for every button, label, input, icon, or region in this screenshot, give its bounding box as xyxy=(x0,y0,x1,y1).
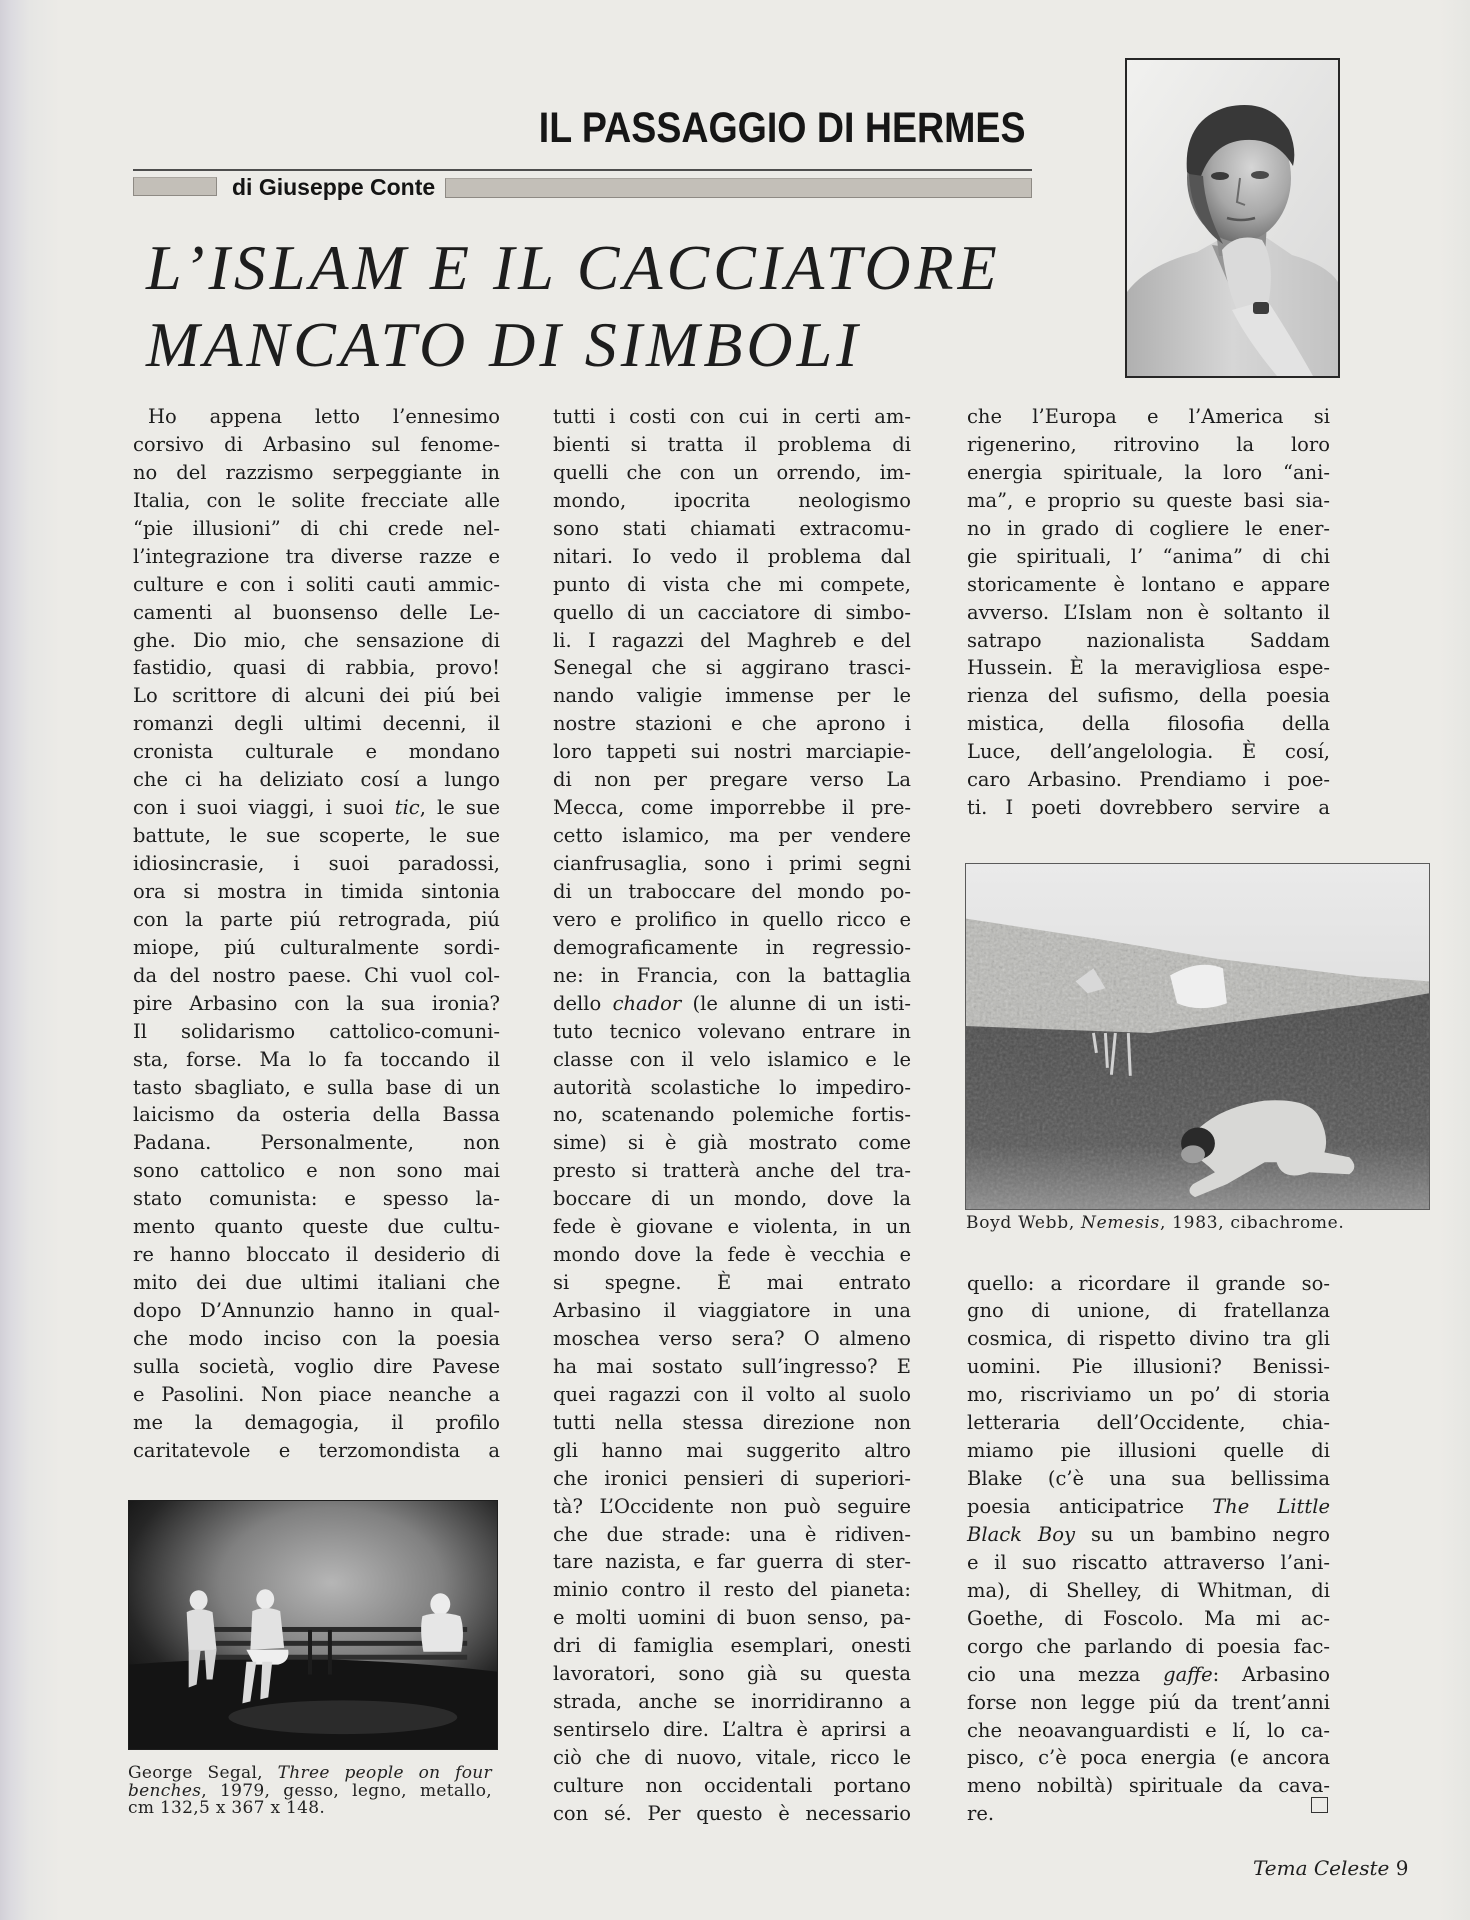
text-line: Padana. Personalmente, non xyxy=(133,1131,500,1155)
text-line: loro tappeti sui nostri marciapie- xyxy=(553,740,911,764)
italic-text-run: Nemesis xyxy=(1081,1213,1160,1233)
article-column-1 xyxy=(133,403,500,1465)
text-run: , 1983, cibachrome. xyxy=(1159,1213,1345,1233)
text-line xyxy=(553,990,911,1018)
text-line: caro Arbasino. Prendiamo i poe- xyxy=(967,768,1330,792)
text-line: no in grado di cogliere le ener- xyxy=(967,516,1330,540)
text-line: ciò che di nuovo, vitale, ricco le xyxy=(553,1746,911,1769)
text-line: fastidio, quasi di rabbia, provo! xyxy=(133,656,500,680)
text-line: gno di unione, di fratellanza xyxy=(967,1299,1330,1323)
text-line: ti. I poeti dovrebbero servire a xyxy=(967,796,1330,820)
text-line: uomini. Pie illusioni? Benissi- xyxy=(967,1355,1330,1379)
figure-webb-caption xyxy=(966,1213,1358,1233)
text-line: che ironici pensieri di superiori- xyxy=(553,1466,911,1490)
text-line: dopo D’Annunzio hanno in qual- xyxy=(133,1299,500,1322)
text-line: li. I ragazzi del Maghreb e del xyxy=(553,628,911,652)
text-line: mistica, della filosofia della xyxy=(967,712,1330,736)
text-line: camenti al buonsenso delle Le- xyxy=(133,600,500,624)
text-line: Senegal che si aggirano trasci- xyxy=(553,656,911,680)
text-line: minio contro il resto del pianeta: xyxy=(553,1578,911,1602)
text-line: strada, anche se inorridiranno a xyxy=(553,1690,911,1714)
text-line: pire Arbasino con la sua ironia? xyxy=(133,991,500,1015)
text-run: dello xyxy=(553,991,613,1015)
page-number: 9 xyxy=(1395,1856,1409,1880)
text-line: mondo, ipocrita neologismo xyxy=(553,488,911,512)
text-line: gli hanno mai suggerito altro xyxy=(553,1438,911,1462)
text-run: : Arbasino xyxy=(1212,1662,1330,1686)
text-line: stato comunista: e spesso la- xyxy=(133,1187,500,1211)
text-run: cio una mezza xyxy=(967,1662,1164,1686)
article-title-line-2: MANCATO DI SIMBOLI xyxy=(146,309,862,380)
text-line: di un traboccare del mondo po- xyxy=(553,879,911,903)
text-line: miamo pie illusioni quelle di xyxy=(967,1439,1330,1463)
text-line: e molti uomini di buon senso, pa- xyxy=(553,1606,911,1630)
text-line: e il suo riscatto attraverso l’ani- xyxy=(967,1550,1330,1574)
text-line: vero e prolifico in quello ricco e xyxy=(553,907,911,931)
italic-text-run: chador xyxy=(612,991,682,1015)
text-run: , 1979, gesso, legno, metallo, xyxy=(201,1780,492,1801)
text-line: forse non legge piú da trent’anni xyxy=(967,1690,1330,1714)
page-footer xyxy=(1253,1856,1408,1880)
text-line: rienza del sufismo, della poesia xyxy=(967,684,1330,708)
article-title-line-1: L’ISLAM E IL CACCIATORE xyxy=(146,232,1001,303)
text-line: da del nostro paese. Chi vuol col- xyxy=(133,963,500,987)
header-rule xyxy=(133,169,1032,171)
text-line: sono stati chiamati extracomu- xyxy=(553,516,911,540)
text-line: quello di un cacciatore di simbo- xyxy=(553,600,911,624)
text-line: “pie illusioni” di chi crede nel- xyxy=(133,516,500,540)
text-line: laicismo da osteria della Bassa xyxy=(133,1103,500,1127)
italic-text-run: tic xyxy=(394,796,420,820)
text-line: caritatevole e terzomondista a xyxy=(133,1438,500,1462)
text-line: sime) si è già mostrato come xyxy=(553,1131,911,1155)
text-line xyxy=(967,1661,1330,1689)
text-line: ma”, e proprio su queste basi sia- xyxy=(967,488,1330,512)
text-line: classe con il velo islamico e le xyxy=(553,1047,911,1071)
caption-line: cm 132,5 x 367 x 148. xyxy=(128,1798,326,1818)
text-line: sulla società, voglio dire Pavese xyxy=(133,1354,500,1378)
text-line: nando valigie immense per le xyxy=(553,684,911,708)
text-line: fede è giovane e violenta, in un xyxy=(553,1215,911,1239)
text-line: no, scatenando polemiche fortis- xyxy=(553,1103,911,1127)
text-line: che neoavanguardisti e lí, lo ca- xyxy=(967,1718,1330,1742)
text-line: sono cattolico e non sono mai xyxy=(133,1159,500,1183)
text-line: boccare di un mondo, dove la xyxy=(553,1187,911,1211)
text-line: demograficamente in regressio- xyxy=(553,935,911,959)
text-line xyxy=(967,1493,1330,1521)
text-line: romanzi degli ultimi decenni, il xyxy=(133,712,500,736)
text-line: di non per pregare verso La xyxy=(553,768,911,792)
text-line: e Pasolini. Non piace neanche a xyxy=(133,1382,500,1406)
text-line: tutti i costi con cui in certi am- xyxy=(553,405,911,428)
text-line: gie spirituali, l’ “anima” di chi xyxy=(967,544,1330,568)
text-line: che due strade: una è ridiven- xyxy=(553,1522,911,1546)
text-line: satrapo nazionalista Saddam xyxy=(967,628,1330,652)
text-line: ora si mostra in timida sintonia xyxy=(133,879,500,903)
segal-sculpture-image xyxy=(129,1501,497,1749)
figure-segal-photo xyxy=(128,1500,498,1750)
text-line: sentirselo dire. L’altra è aprirsi a xyxy=(553,1718,911,1742)
text-line: sta, forse. Ma lo fa toccando il xyxy=(133,1047,500,1071)
text-line: tuto tecnico volevano entrare in xyxy=(553,1019,911,1043)
text-line: punto di vista che mi compete, xyxy=(553,572,911,596)
text-line: autorità scolastiche lo impediro- xyxy=(553,1075,911,1099)
text-line: tutti nella stessa direzione non xyxy=(553,1410,911,1434)
text-line: Ho appena letto l’ennesimo xyxy=(148,405,500,428)
text-line: miope, piú culturalmente sordi- xyxy=(133,935,500,959)
text-line: con la parte piú retrograda, piú xyxy=(133,907,500,931)
text-line: no del razzismo serpeggiante in xyxy=(133,460,500,484)
end-of-article-icon xyxy=(1311,1797,1328,1813)
text-line: re. xyxy=(967,1802,995,1826)
text-line: tà? L’Occidente non può seguire xyxy=(553,1494,911,1518)
text-run: (le alunne di un isti- xyxy=(681,991,912,1015)
text-run: Boyd Webb, xyxy=(966,1213,1082,1233)
text-line: cronista culturale e mondano xyxy=(133,740,500,764)
text-line: mondo dove la fede è vecchia e xyxy=(553,1243,911,1267)
text-line: re hanno bloccato il desiderio di xyxy=(133,1243,500,1267)
text-line: Mecca, come imporrebbe il pre- xyxy=(553,796,911,820)
text-run: poesia anticipatrice xyxy=(967,1495,1213,1518)
figure-webb-photo xyxy=(965,863,1430,1210)
italic-text-run: gaffe xyxy=(1163,1662,1213,1686)
text-line: l’integrazione tra diverse razze e xyxy=(133,544,500,568)
italic-text-run: benches xyxy=(128,1780,202,1801)
article-column-3-top xyxy=(967,403,1330,822)
text-line: nitari. Io vedo il problema dal xyxy=(553,544,911,568)
text-line: si spegne. È mai entrato xyxy=(553,1271,911,1295)
italic-text-run: Black Boy xyxy=(967,1522,1076,1546)
text-line: che l’Europa e l’America si xyxy=(967,405,1330,428)
text-line: che ci ha deliziato cosí a lungo xyxy=(133,768,500,792)
italic-text-run: The Little xyxy=(1212,1495,1330,1518)
text-line: con sé. Per questo è necessario xyxy=(553,1801,911,1825)
magazine-name: Tema Celeste xyxy=(1253,1856,1390,1880)
text-line: ha mai sostato sull’ingresso? E xyxy=(553,1354,911,1378)
text-line: rigenerino, ritrovino la loro xyxy=(967,432,1330,456)
text-line: battute, le sue scoperte, le sue xyxy=(133,824,500,848)
text-line: bienti si tratta il problema di xyxy=(553,432,911,456)
text-line: Blake (c’è una sua bellissima xyxy=(967,1467,1330,1491)
text-line: cetto islamico, ma per vendere xyxy=(553,824,911,848)
text-line: me la demagogia, il profilo xyxy=(133,1410,500,1434)
text-line: energia spirituale, la loro “ani- xyxy=(967,460,1330,484)
text-line: mo, riscriviamo un po’ di storia xyxy=(967,1383,1330,1407)
author-portrait-image xyxy=(1127,60,1338,376)
text-line: meno nobiltà) spirituale da cava- xyxy=(967,1774,1330,1798)
text-line: quei ragazzi con il volto al suolo xyxy=(553,1382,911,1406)
text-line: presto si tratterà anche del tra- xyxy=(553,1159,911,1183)
byline-author: di Giuseppe Conte xyxy=(232,174,436,200)
italic-text-run: Three people on four xyxy=(277,1763,492,1783)
figure-segal-caption xyxy=(128,1765,492,1818)
text-line: ma), di Shelley, di Whitman, di xyxy=(967,1578,1330,1602)
text-line: Italia, con le solite frecciate alle xyxy=(133,488,500,512)
byline-bar-left xyxy=(133,177,217,196)
text-line xyxy=(133,794,500,822)
text-run: George Segal, xyxy=(128,1763,278,1783)
text-line: Arbasino il viaggiatore in una xyxy=(553,1299,911,1322)
text-line: moschea verso sera? O almeno xyxy=(553,1326,911,1350)
text-line: Il solidarismo cattolico-comuni- xyxy=(133,1019,500,1043)
text-line: tasto sbagliato, e sulla base di un xyxy=(133,1075,500,1099)
text-line: idiosincrasie, i suoi paradossi, xyxy=(133,852,500,875)
text-line: quelli che con un orrendo, im- xyxy=(553,460,911,484)
text-line: Hussein. È la meravigliosa espe- xyxy=(967,656,1330,680)
text-line: che modo inciso con la poesia xyxy=(133,1326,500,1350)
webb-nemesis-image xyxy=(966,864,1429,1209)
caption-line xyxy=(966,1213,1358,1233)
text-line: cosmica, di rispetto divino tra gli xyxy=(967,1327,1330,1351)
text-line: corgo che parlando di poesia fac- xyxy=(967,1634,1330,1658)
text-line: avverso. L’Islam non è soltanto il xyxy=(967,600,1330,624)
text-line: ghe. Dio mio, che sensazione di xyxy=(133,628,500,652)
text-line: storicamente è lontano e appare xyxy=(967,572,1330,596)
text-line: culture non occidentali portano xyxy=(553,1773,911,1797)
text-line: letteraria dell’Occidente, chia- xyxy=(967,1411,1330,1435)
text-line: mento quanto queste due cultu- xyxy=(133,1215,500,1239)
text-line: Lo scrittore di alcuni dei piú bei xyxy=(133,684,500,708)
text-line xyxy=(967,1521,1330,1549)
article-column-3-bottom xyxy=(967,1270,1330,1829)
text-line: cianfrusaglia, sono i primi segni xyxy=(553,852,911,875)
text-line: nostre stazioni e che aprono i xyxy=(553,712,911,736)
article-column-2 xyxy=(553,403,911,1828)
author-portrait-photo xyxy=(1125,58,1340,378)
section-header: IL PASSAGGIO DI HERMES xyxy=(538,104,1025,152)
text-line: lavoratori, sono già su questa xyxy=(553,1662,911,1686)
article-title xyxy=(146,229,1001,383)
text-run: su un bambino negro xyxy=(1075,1522,1330,1546)
byline-bar-right xyxy=(445,178,1032,198)
text-line: corsivo di Arbasino sul fenome- xyxy=(133,432,500,456)
text-line: tare nazista, e far guerra di ster- xyxy=(553,1550,911,1574)
text-line: Goethe, di Foscolo. Ma mi ac- xyxy=(967,1606,1330,1630)
text-line: mito dei due ultimi italiani che xyxy=(133,1271,500,1295)
text-run: con i suoi viaggi, i suoi xyxy=(133,796,395,820)
text-run: , le sue xyxy=(419,796,500,820)
text-line: pisco, c’è poca energia (e ancora xyxy=(967,1746,1330,1770)
text-line: dri di famiglia esemplari, onesti xyxy=(553,1634,911,1658)
text-line: ne: in Francia, con la battaglia xyxy=(553,963,911,987)
text-line: Luce, dell’angelologia. È cosí, xyxy=(967,740,1330,764)
text-line: quello: a ricordare il grande so- xyxy=(967,1271,1330,1295)
text-line: culture e con i soliti cauti ammic- xyxy=(133,572,500,596)
